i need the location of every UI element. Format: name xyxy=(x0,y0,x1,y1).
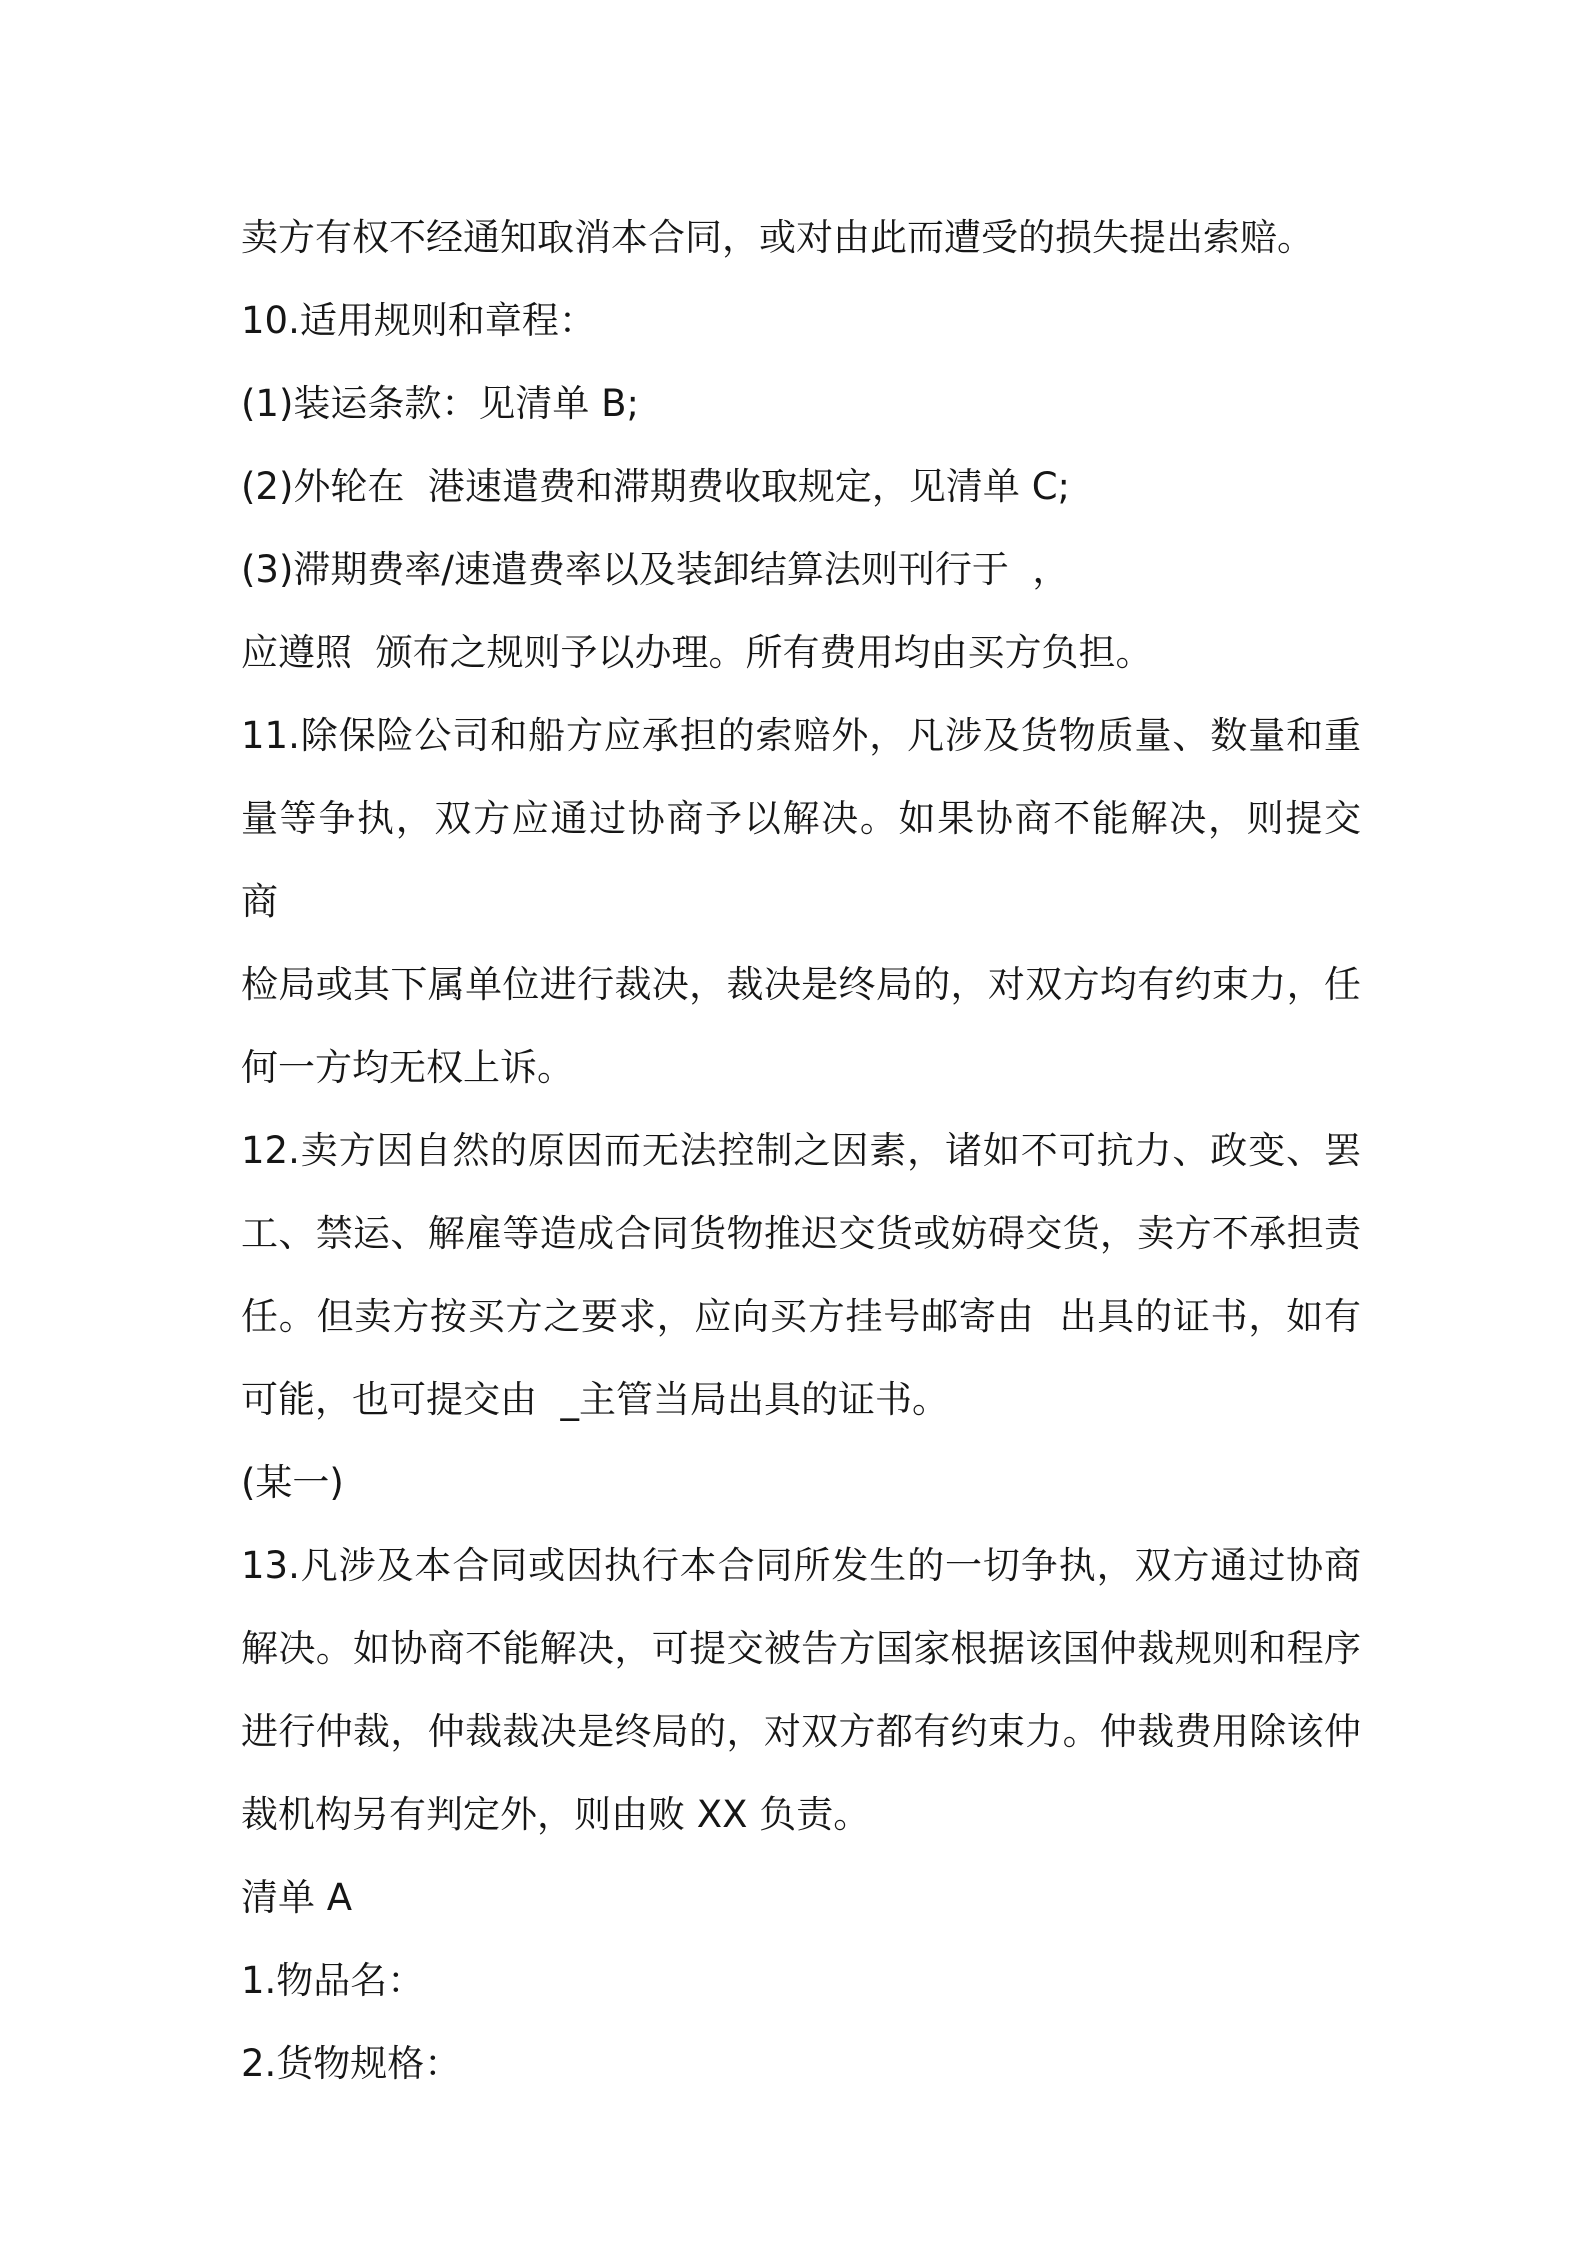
text-line: 何一方均无权上诉。 xyxy=(241,1046,574,1089)
text-line: (1)装运条款：见清单 B; xyxy=(241,382,640,425)
text-line: 1.物品名： xyxy=(241,1959,425,2002)
document-body xyxy=(241,196,1385,2105)
text-line: 卖方有权不经通知取消本合同，或对由此而遭受的损失提出索赔。 xyxy=(241,216,1314,259)
text-line: (2)外轮在 港速遣费和滞期费收取规定，见清单 C; xyxy=(241,465,1070,508)
text-line: 任。但卖方按买方之要求，应向买方挂号邮寄由 出具的证书，如有 xyxy=(241,1295,1361,1338)
text-line: 裁机构另有判定外，则由败 XX 负责。 xyxy=(241,1793,871,1836)
text-line: (某一) xyxy=(241,1461,344,1504)
text-line: 可能，也可提交由 _主管当局出具的证书。 xyxy=(241,1378,950,1421)
text-line: 工、禁运、解雇等造成合同货物推迟交货或妨碍交货，卖方不承担责 xyxy=(241,1212,1361,1255)
text-line: 量等争执，双方应通过协商予以解决。如果协商不能解决，则提交 商 xyxy=(241,797,1385,923)
text-line: 进行仲裁，仲裁裁决是终局的，对双方都有约束力。仲裁费用除该仲 xyxy=(241,1710,1361,1753)
text-line: 应遵照 颁布之规则予以办理。所有费用均由买方负担。 xyxy=(241,631,1153,674)
text-line: 解决。如协商不能解决，可提交被告方国家根据该国仲裁规则和程序 xyxy=(241,1627,1361,1670)
text-line: 12.卖方因自然的原因而无法控制之因素，诸如不可抗力、政变、罢 xyxy=(241,1129,1361,1172)
section-heading: 清单 A xyxy=(241,1876,353,1919)
text-line: 2.货物规格： xyxy=(241,2042,462,2085)
text-line: 11.除保险公司和船方应承担的索赔外，凡涉及货物质量、数量和重 xyxy=(241,714,1361,757)
text-line: 10.适用规则和章程： xyxy=(241,299,596,342)
text-line: 13.凡涉及本合同或因执行本合同所发生的一切争执，双方通过协商 xyxy=(241,1544,1361,1587)
text-line: (3)滞期费率/速遣费率以及装卸结算法则刊行于 ， xyxy=(241,548,1070,591)
text-line: 检局或其下属单位进行裁决，裁决是终局的，对双方均有约束力，任 xyxy=(241,963,1361,1006)
